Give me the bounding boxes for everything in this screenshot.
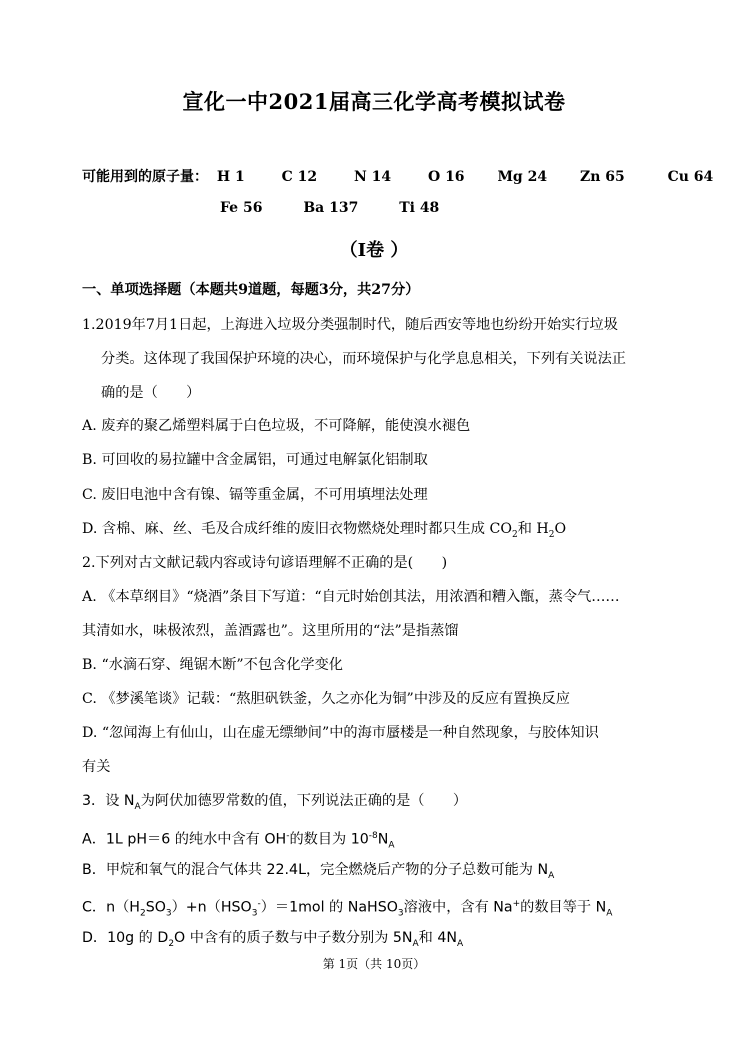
text: ）+n（HSO xyxy=(171,899,252,916)
q2-option-c: C. 《梦溪笔谈》记载：“熬胆矾铁釜，久之亦化为铜”中涉及的反应有置换反应 xyxy=(82,691,570,707)
subscript: A xyxy=(388,840,395,851)
q2-stem: 2.下列对古文献记载内容或诗句谚语理解不正确的是( ) xyxy=(82,555,448,571)
text: 为阿伏加德罗常数的值，下列说法正确的是（ ） xyxy=(140,793,468,809)
subscript: A xyxy=(606,908,613,919)
subscript: 2 xyxy=(511,529,518,540)
atomic-mass-item: Ba 137 xyxy=(303,200,359,216)
q2-option-d-line-1: D. “忽闻海上有仙山，山在虚无缥缈间”中的海市蜃楼是一种自然现象，与胶体知识 xyxy=(82,725,599,741)
atomic-mass-item: H 1 xyxy=(216,169,245,185)
text: D．10g 的 D xyxy=(82,930,169,946)
q2-option-b: B. “水滴石穿、绳锯木断”不包含化学变化 xyxy=(82,657,343,673)
superscript: - xyxy=(257,899,261,909)
subscript: 3 xyxy=(251,908,258,919)
q3-option-a xyxy=(82,826,672,856)
atomic-mass-item: N 14 xyxy=(353,169,392,185)
q2-option-a-line-1: A. 《本草纲目》“烧酒”条目下写道：“自元时始创其法，用浓酒和糟入甑，蒸令气…… xyxy=(82,589,620,605)
text: B．甲烷和氧气的混合气体共 22.4L，完全燃烧后产物的分子总数可能为 N xyxy=(82,862,549,878)
q3-stem xyxy=(82,791,672,817)
superscript: + xyxy=(512,899,521,909)
atomic-mass-row-1 xyxy=(82,166,714,186)
subscript: A xyxy=(134,801,141,812)
section-heading: 一、单项选择题（本题共9道题，每题3分，共27分） xyxy=(82,282,420,298)
text: D. 含棉、麻、丝、毛及合成纤维的废旧衣物燃烧处理时都只生成 CO xyxy=(82,521,512,537)
q1-stem-line-1: 1.2019年7月1日起，上海进入垃圾分类强制时代，随后西安等地也纷纷开始实行垃圾 xyxy=(82,317,618,333)
atomic-mass-item: Mg 24 xyxy=(497,169,548,185)
text: O xyxy=(554,521,567,537)
text: 的数目为 10 xyxy=(289,831,369,848)
text: 溶液中，含有 Na xyxy=(403,899,513,916)
q2-option-a-line-2: 其清如水，味极浓烈，盖酒露也”。这里所用的“法”是指蒸馏 xyxy=(82,623,459,639)
text: 和 H xyxy=(517,521,549,537)
atomic-mass-label: 可能用到的原子量： xyxy=(82,169,208,185)
atomic-mass-item: Ti 48 xyxy=(399,200,440,216)
q3-option-d xyxy=(82,928,672,954)
text: C．n（H xyxy=(82,899,140,916)
text: 3．设 N xyxy=(82,793,135,809)
subscript: 3 xyxy=(165,908,172,919)
subscript: 3 xyxy=(397,908,404,919)
text: A．1L pH＝6 的纯水中含有 OH xyxy=(82,831,287,848)
atomic-mass-row-2 xyxy=(220,200,439,216)
q1-option-b: B. 可回收的易拉罐中含金属铝，可通过电解氯化铝制取 xyxy=(82,452,428,468)
page-footer: 第 1页（共 10页） xyxy=(322,957,426,971)
q3-option-c xyxy=(82,894,672,924)
page-title: 宣化一中2021届高三化学高考模拟试卷 xyxy=(182,89,566,114)
text: 的数目等于 N xyxy=(520,899,607,916)
text: N xyxy=(377,831,389,848)
superscript: -8 xyxy=(368,831,378,841)
q1-option-c: C. 废旧电池中含有镍、镉等重金属，不可用填埋法处理 xyxy=(82,487,428,503)
atomic-mass-item: Fe 56 xyxy=(220,200,263,216)
text: SO xyxy=(145,899,166,916)
q1-option-d xyxy=(82,519,672,545)
subscript: 2 xyxy=(139,908,146,919)
atomic-mass-item: O 16 xyxy=(428,169,465,185)
text: ）＝1mol 的 NaHSO xyxy=(260,899,398,916)
q3-option-b xyxy=(82,860,672,886)
subscript: 2 xyxy=(548,529,555,540)
q1-stem-line-2: 分类。这体现了我国保护环境的决心，而环境保护与化学息息相关，下列有关说法正 xyxy=(101,351,626,367)
atomic-mass-item: Cu 64 xyxy=(667,169,714,185)
superscript: - xyxy=(286,831,290,841)
atomic-mass-item: Zn 65 xyxy=(579,169,625,185)
subscript: A xyxy=(548,870,555,881)
subscript: A xyxy=(457,938,464,949)
q2-option-d-line-2: 有关 xyxy=(82,759,111,775)
q1-stem-line-3: 确的是（ ） xyxy=(101,385,201,401)
q1-option-a: A. 废弃的聚乙烯塑料属于白色垃圾，不可降解，能使溴水褪色 xyxy=(82,418,471,434)
text: O 中含有的质子数与中子数分别为 5N xyxy=(174,930,413,946)
subscript: 2 xyxy=(168,938,175,949)
subscript: A xyxy=(412,938,419,949)
text: 和 4N xyxy=(418,930,458,946)
atomic-mass-item: C 12 xyxy=(281,169,318,185)
volume-heading: （Ⅰ卷 ） xyxy=(339,240,409,261)
